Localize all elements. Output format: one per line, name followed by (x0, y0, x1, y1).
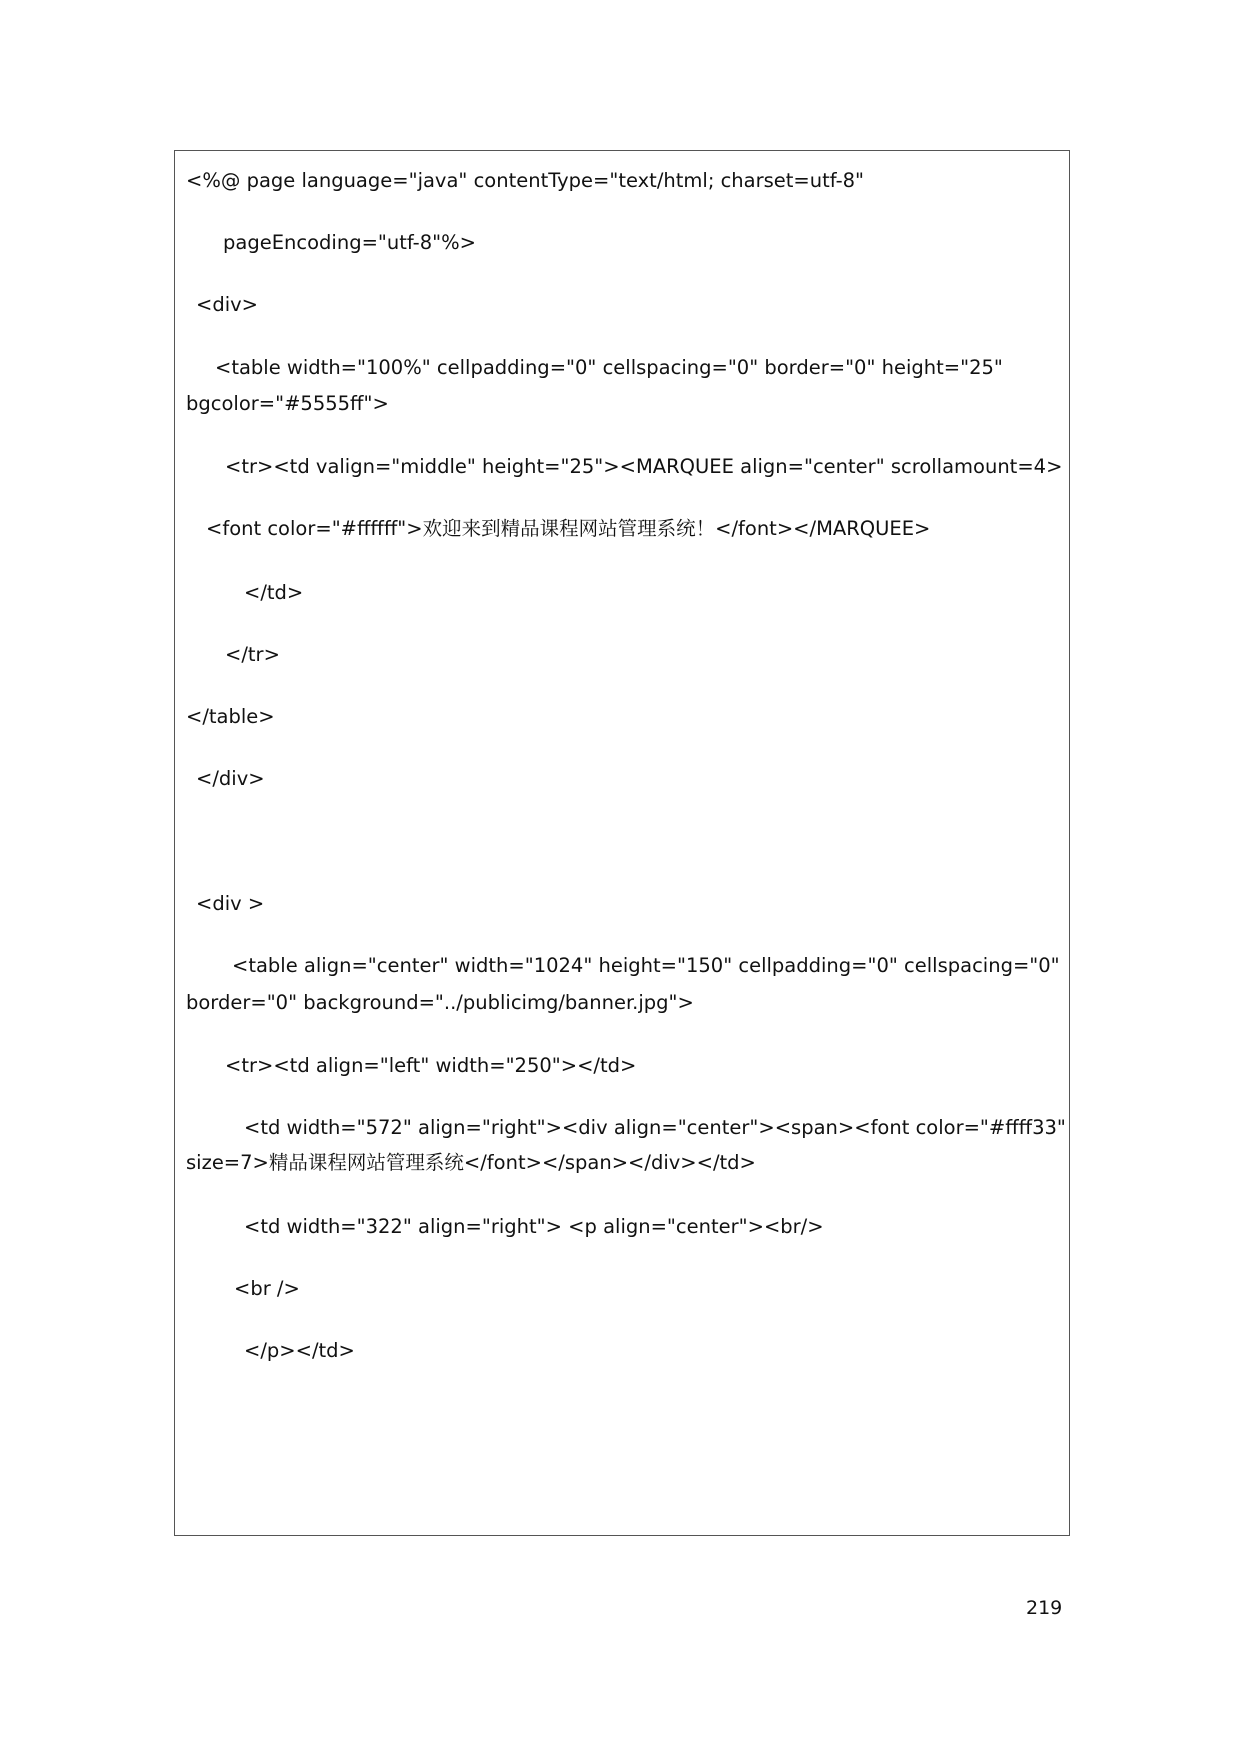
code-line: <table align="center" width="1024" height="150" cellpadding="0" cellspacing="0" (232, 954, 1060, 977)
code-line: <tr><td valign="middle" height="25"><MARQUEE align="center" scrollamount=4> (225, 455, 1063, 478)
code-listing-box (174, 150, 1070, 1536)
code-line: <font color="#ffffff">欢迎来到精品课程网站管理系统！</font></MARQUEE> (206, 517, 931, 540)
code-line: pageEncoding="utf-8"%> (223, 231, 476, 254)
code-line: <td width="572" align="right"><div align="center"><span><font color="#ffff33" (244, 1116, 1066, 1139)
code-line: <div> (196, 293, 259, 316)
code-line: <td width="322" align="right"> <p align="center"><br/> (244, 1215, 824, 1238)
code-line: <table width="100%" cellpadding="0" cellspacing="0" border="0" height="25" (215, 356, 1003, 379)
code-line: bgcolor="#5555ff"> (186, 392, 389, 415)
code-line: <div > (196, 892, 265, 915)
code-line: <br /> (234, 1277, 300, 1300)
code-line: </table> (186, 705, 275, 728)
code-line: </p></td> (244, 1339, 355, 1362)
code-line: size=7>精品课程网站管理系统</font></span></div></td> (186, 1151, 756, 1174)
page-number: 219 (1026, 1597, 1063, 1619)
code-line: </td> (244, 581, 304, 604)
code-line: border="0" background="../publicimg/banner.jpg"> (186, 991, 694, 1014)
code-line: </tr> (225, 643, 280, 666)
code-line: <%@ page language="java" contentType="text/html; charset=utf-8" (186, 169, 864, 192)
code-line: <tr><td align="left" width="250"></td> (225, 1054, 637, 1077)
code-line: </div> (196, 767, 265, 790)
